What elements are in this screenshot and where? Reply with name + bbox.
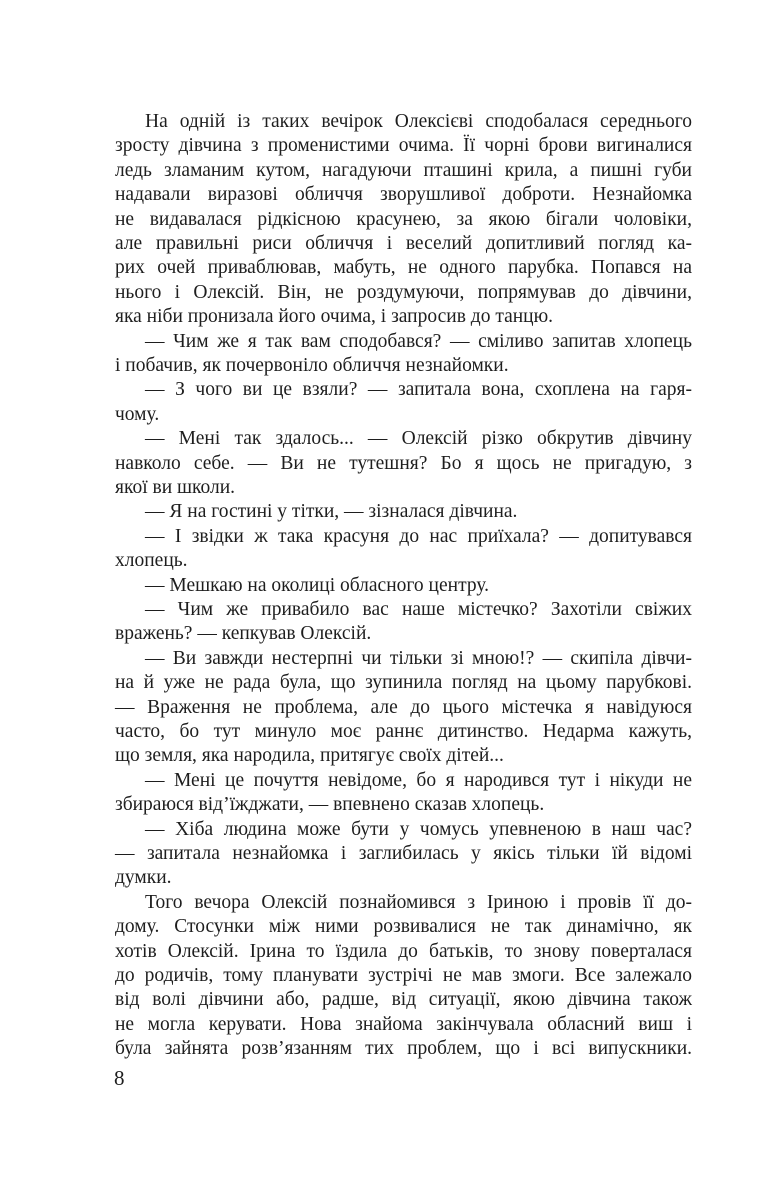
text-line: — І звідки ж така красуня до нас приїхала? — допитувався (145, 525, 692, 547)
text-line: вражень? — кепкував Олексій. (115, 623, 372, 645)
text-line: і побачив, як почервоніло обличчя незнайомки. (115, 355, 509, 376)
text-line: чому. (115, 403, 160, 425)
text-line: часто, бо тут минуло моє раннє дитинство. Недарма кажуть, (115, 721, 692, 742)
text-line: — З чого ви це взяли? — запитала вона, схоплена на гаря- (145, 379, 692, 401)
page-number: 8 (114, 1066, 125, 1090)
text-line: збираюся від’їжджати, — впевнено сказав хлопець. (115, 794, 545, 816)
text-line: хлопець. (115, 550, 188, 572)
text-line: думки. (115, 867, 172, 889)
text-line: — Чим же я так вам сподобався? — сміливо запитав хлопець (145, 330, 692, 352)
text-line: на й уже не рада була, що зупинила погляд на цьому парубкові. (115, 672, 692, 694)
text-line: не видавалася рідкісною красунею, за якою бігали чоловіки, (115, 208, 692, 230)
text-line: навколо себе. — Ви не тутешня? Бо я щось не пригадую, з (115, 452, 692, 474)
text-line: Того вечора Олексій познайомився з Іриною і провів її до- (145, 891, 692, 913)
text-line: — Мені це почуття невідоме, бо я народився тут і нікуди не (145, 769, 692, 791)
text-line: хотів Олексій. Ірина то їздила до батьків, то знову поверталася (115, 940, 692, 962)
text-line: від волі дівчини або, радше, від ситуації, якою дівчина також (115, 989, 692, 1011)
text-line: рих очей приваблював, мабуть, не одного парубка. Попався на (115, 257, 692, 279)
text-line: зросту дівчина з променистими очима. Її чорні брови вигиналися (115, 135, 692, 157)
text-line: нього і Олексій. Він, не роздумуючи, попрямував до дівчини, (115, 281, 692, 303)
text-line: — Мешкаю на околиці обласного центру. (145, 574, 489, 596)
text-line: не могла керувати. Нова знайома закінчувала обласний виш і (115, 1013, 692, 1035)
text-line: надавали виразові обличчя зворушливої доброти. Незнайомка (115, 184, 692, 206)
text-line: — Ви завжди нестерпні чи тільки зі мною!? — скипіла дівчи- (145, 647, 692, 669)
text-line: — Хіба людина може бути у чомусь упевненою в наш час? (145, 818, 692, 840)
text-line: якої ви школи. (115, 477, 236, 498)
text-line: що земля, яка народила, притягує своїх дітей... (115, 745, 504, 767)
text-line: — запитала незнайомка і заглибилась у якісь тільки їй відомі (115, 843, 692, 864)
text-line: дому. Стосунки між ними розвивалися не так динамічно, як (115, 916, 692, 938)
text-line: — Мені так здалось... — Олексій різко обкрутив дівчину (145, 428, 692, 450)
text-line: — Я на гостині у тітки, — зізналася дівчина. (145, 501, 518, 523)
text-line: — Чим же привабило вас наше містечко? Захотіли свіжих (145, 599, 692, 620)
text-line: була зайнята розв’язанням тих проблем, що і всі випускники. (115, 1038, 692, 1060)
text-line: але правильні риси обличчя і веселий допитливий погляд ка- (115, 233, 692, 254)
text-line: ледь зламаним кутом, нагадуючи пташині крила, а пишні губи (115, 159, 692, 181)
text-line: На одній із таких вечірок Олексієві сподобалася середнього (145, 111, 692, 132)
text-line: — Враження не проблема, але до цього містечка я навідуюся (115, 696, 692, 718)
text-line: яка ніби пронизала його очима, і запросив до танцю. (115, 306, 554, 328)
text-line: до родичів, тому планувати зустрічі не мав змоги. Все залежало (115, 965, 692, 986)
